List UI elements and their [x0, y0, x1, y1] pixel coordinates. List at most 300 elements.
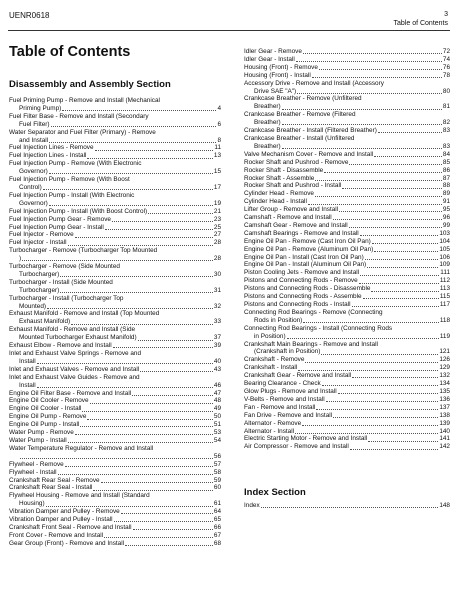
index-section-heading: Index Section	[244, 487, 306, 498]
toc-entry[interactable]	[244, 230, 450, 238]
dot-leader	[65, 466, 213, 467]
toc-entry[interactable]	[244, 167, 450, 175]
dot-leader	[71, 324, 213, 325]
toc-entry-text: Fuel Injection Pump Gear - Install	[9, 223, 104, 231]
toc-entry[interactable]	[9, 295, 221, 311]
toc-entry[interactable]	[244, 246, 450, 254]
toc-entry-text: Housing (Front) - Remove	[244, 63, 318, 71]
toc-page-number: 117	[439, 301, 450, 308]
toc-entry-text: Crankcase Breather - Install (Unfiltered	[244, 134, 355, 142]
toc-entry[interactable]	[9, 231, 221, 239]
toc-entry[interactable]	[244, 151, 450, 159]
toc-entry-text: Piston Cooling Jets - Remove and Install	[244, 269, 360, 277]
toc-entry[interactable]	[244, 80, 450, 96]
dot-leader	[282, 148, 442, 149]
toc-page-number: 59	[213, 476, 221, 484]
toc-entry-text: Connecting Rod Bearings - Install (Connecting Rods	[244, 324, 393, 332]
toc-page-number: 83	[442, 142, 450, 150]
dot-leader	[46, 506, 213, 507]
toc-page-number: 137	[439, 403, 450, 411]
toc-entry-text: Fuel Injection Pump - Remove (With Boost	[9, 176, 130, 184]
toc-entry[interactable]	[9, 342, 221, 350]
toc-page-number: 13	[213, 152, 221, 160]
toc-entry-text: Alternator - Install	[244, 427, 295, 435]
toc-entry[interactable]	[244, 238, 450, 246]
dot-leader	[319, 69, 442, 70]
toc-entry-text: Bearing Clearance - Check	[244, 380, 321, 388]
toc-page-number: 23	[213, 215, 221, 223]
toc-entry[interactable]	[244, 285, 450, 293]
toc-entry-text: Pistons and Connecting Rods - Remove	[244, 277, 358, 285]
toc-entry-text: Exhaust Manifold - Remove and Install (Side	[9, 326, 136, 334]
toc-page-number: 40	[213, 357, 221, 365]
dot-leader	[363, 298, 439, 299]
dot-leader	[338, 393, 439, 394]
dot-leader	[51, 126, 217, 127]
dot-leader	[359, 283, 439, 284]
toc-entry-text: Front Cover - Remove and Install	[9, 531, 104, 539]
dot-leader	[148, 213, 213, 214]
section-heading: Disassembly and Assembly Section	[9, 79, 171, 90]
toc-entry[interactable]	[244, 198, 450, 206]
toc-page-number: 50	[213, 413, 221, 421]
toc-entry-text: Breather)	[254, 103, 281, 111]
toc-page-number: 141	[439, 435, 450, 443]
toc-entry-text: Drive SAE "A")	[254, 87, 297, 95]
toc-entry[interactable]	[244, 443, 450, 451]
toc-page-number: 84	[442, 150, 450, 158]
toc-page-number: 72	[442, 48, 450, 55]
toc-entry-text: Water Pump - Remove	[9, 429, 74, 437]
toc-page-number: 39	[213, 342, 221, 350]
toc-page-number: 54	[213, 436, 221, 444]
toc-entry[interactable]	[9, 350, 221, 366]
dot-leader	[121, 513, 213, 514]
dot-leader	[298, 370, 438, 371]
toc-entry-text: Mounted Turbocharger Exhaust Manifold)	[19, 334, 137, 342]
toc-page-number: 76	[442, 63, 450, 71]
dot-leader	[22, 260, 213, 261]
toc-page-number: 57	[213, 460, 221, 468]
toc-entry[interactable]	[244, 261, 450, 269]
toc-entry-text: Fuel Injection Pump - Remove (With Electronic	[9, 160, 142, 168]
dot-leader	[378, 132, 442, 133]
dot-leader	[37, 387, 213, 388]
toc-entry[interactable]	[9, 516, 221, 524]
toc-page-number: 87	[442, 174, 450, 182]
toc-entry[interactable]	[9, 374, 221, 390]
toc-entry[interactable]	[244, 190, 450, 198]
dot-leader	[75, 237, 213, 238]
toc-entry[interactable]	[9, 405, 221, 413]
toc-page-number: 106	[439, 253, 450, 261]
dot-leader	[352, 306, 439, 307]
toc-entry-text: Inlet and Exhaust Valve Springs - Remove and	[9, 350, 142, 357]
toc-entry[interactable]	[244, 48, 450, 56]
dot-leader	[352, 377, 438, 378]
toc-entry[interactable]	[9, 326, 221, 342]
page-title: Table of Contents	[9, 44, 131, 60]
toc-page-number: 6	[217, 120, 221, 128]
toc-entry-text: Fuel Filter Base - Remove and Install (Secondary	[9, 112, 149, 120]
toc-page-number: 21	[213, 207, 221, 215]
toc-entry-text: Crankshaft Rear Seal - Install	[9, 484, 93, 492]
dot-leader	[132, 395, 213, 396]
toc-entry[interactable]	[9, 263, 221, 279]
dot-leader	[326, 401, 439, 402]
toc-page-number: 135	[439, 387, 450, 395]
toc-page-number: 91	[442, 198, 450, 206]
toc-entry-text: Housing (Front) - Install	[244, 71, 311, 79]
toc-entry-text: Priming Pump)	[19, 104, 62, 112]
toc-page-number: 43	[213, 365, 221, 373]
dot-leader	[303, 53, 442, 54]
toc-entry[interactable]	[9, 484, 221, 492]
toc-entry[interactable]	[244, 206, 450, 214]
toc-entry-text: Electric Starting Motor - Remove and Install	[244, 435, 368, 443]
toc-page-number: 60	[213, 484, 221, 492]
toc-entry-text: Exhaust Elbow - Remove and Install	[9, 342, 112, 350]
toc-entry[interactable]	[9, 390, 221, 398]
toc-entry[interactable]	[9, 208, 221, 216]
toc-entry[interactable]	[9, 224, 221, 232]
toc-page-number: 28	[213, 255, 221, 263]
toc-entry[interactable]	[9, 152, 221, 160]
toc-entry[interactable]	[9, 192, 221, 208]
dot-leader	[333, 219, 442, 220]
toc-entry-text: Vibration Damper and Pulley - Install	[9, 516, 113, 524]
dot-leader	[37, 363, 213, 364]
toc-entry-text: Breather)	[254, 119, 281, 127]
toc-entry-text: Rocker Shaft - Assemble	[244, 174, 315, 182]
toc-entry-text: Turbocharger - Install (Side Mounted	[9, 278, 113, 286]
toc-entry[interactable]	[9, 113, 221, 129]
toc-page-number: 49	[213, 405, 221, 413]
toc-entry-text: Install	[19, 357, 36, 365]
dot-leader	[49, 205, 213, 206]
toc-entry[interactable]	[244, 309, 450, 325]
toc-entry-text: Cylinder Head - Install	[244, 198, 307, 206]
toc-entry-text: Engine Oil Cooler - Install	[9, 405, 82, 413]
toc-entry[interactable]	[244, 64, 450, 72]
dot-leader	[75, 434, 213, 435]
dot-leader	[322, 385, 439, 386]
running-header	[394, 10, 448, 28]
toc-entry-text: Crankcase Breather - Remove (Filtered	[244, 111, 356, 119]
toc-page-number: 31	[213, 286, 221, 294]
toc-page-number: 27	[213, 231, 221, 239]
toc-entry-text: Idler Gear - Install	[244, 55, 295, 63]
toc-entry-text: Engine Oil Pan - Remove (Cast Iron Oil Pan)	[244, 237, 371, 245]
toc-page-number: 121	[439, 348, 450, 356]
toc-page-number: 134	[439, 380, 450, 388]
toc-entry-text: Install	[19, 381, 36, 389]
toc-entry[interactable]	[244, 301, 450, 309]
toc-page-number: 67	[213, 531, 221, 539]
toc-page-number: 113	[439, 285, 450, 293]
toc-entry-text: Air Compressor - Remove and Install	[244, 443, 349, 451]
toc-page-number: 111	[440, 269, 450, 277]
toc-entry[interactable]	[9, 216, 221, 224]
toc-page-number: 103	[439, 229, 450, 237]
dot-leader	[308, 204, 442, 205]
toc-page-number: 96	[442, 214, 450, 222]
dot-leader	[374, 251, 438, 252]
toc-entry-text: Water Temperature Regulator - Remove and Install	[9, 444, 154, 452]
toc-page-number: 82	[442, 119, 450, 127]
toc-page-number: 11	[214, 144, 221, 152]
toc-entry-text: Engine Oil Pump - Install	[9, 421, 80, 429]
toc-page-number: 47	[213, 389, 221, 397]
toc-entry-text: Fuel Injection Pump - Install (With Electronic	[9, 191, 135, 199]
dot-leader	[365, 259, 439, 260]
toc-entry[interactable]	[244, 277, 450, 285]
toc-entry-text: Flywheel - Remove	[9, 460, 64, 468]
toc-entry-text: Inlet and Exhaust Valve Guides - Remove and	[9, 373, 140, 381]
toc-entry[interactable]	[9, 469, 221, 477]
toc-page-number: 86	[442, 166, 450, 174]
toc-entry[interactable]	[244, 214, 450, 222]
toc-page-number: 78	[442, 71, 450, 79]
toc-page-number: 19	[213, 199, 221, 207]
toc-entry-text: Fuel Injector - Remove	[9, 231, 74, 239]
toc-entry-text: Fan - Remove and Install	[244, 403, 316, 411]
toc-entry[interactable]	[244, 372, 450, 380]
dot-leader	[282, 124, 442, 125]
toc-entry-text: Rocker Shaft and Pushrod - Install	[244, 182, 342, 190]
toc-entry[interactable]	[244, 182, 450, 190]
toc-entry-text: and Install	[19, 136, 49, 144]
toc-entry-text: Turbocharger - Install (Turbocharger Top	[9, 294, 124, 302]
toc-entry-text: Pistons and Connecting Rods - Assemble	[244, 293, 362, 301]
toc-entry[interactable]	[244, 222, 450, 230]
toc-entry[interactable]	[244, 428, 450, 436]
toc-entry-text: Inlet and Exhaust Valves - Remove and Install	[9, 365, 140, 373]
dot-leader	[374, 156, 442, 157]
toc-page-number: 148	[439, 502, 450, 509]
toc-page-number: 51	[213, 421, 221, 429]
dot-leader	[60, 292, 213, 293]
toc-entry-text: Crankshaft Gear - Remove and Install	[244, 372, 352, 380]
toc-entry-text: Rocker Shaft and Pushrod - Remove	[244, 158, 349, 166]
toc-page-number: 46	[213, 381, 221, 389]
toc-page-number: 138	[439, 411, 450, 419]
toc-page-number: 132	[439, 372, 450, 380]
toc-entry-text: Governor)	[19, 168, 48, 176]
toc-entry-text: Pistons and Connecting Rods - Install	[244, 301, 351, 308]
dot-leader	[80, 426, 213, 427]
toc-page-number: 118	[439, 316, 450, 324]
toc-entry-text: Fuel Priming Pump - Remove and Install (Mechanical	[9, 97, 160, 104]
toc-entry[interactable]	[244, 325, 450, 341]
toc-entry-text: Water Separator and Fuel Filter (Primary) - Remove	[9, 128, 156, 136]
toc-entry[interactable]	[244, 254, 450, 262]
toc-entry[interactable]	[244, 364, 450, 372]
toc-entry[interactable]	[9, 144, 221, 152]
toc-page-number: 104	[439, 237, 450, 245]
toc-entry[interactable]	[9, 97, 221, 113]
toc-entry-text: Breather)	[254, 142, 281, 150]
toc-entry[interactable]	[244, 502, 450, 510]
toc-page-number: 119	[439, 332, 450, 340]
dot-leader	[112, 221, 213, 222]
toc-entry[interactable]	[244, 111, 450, 127]
toc-entry[interactable]	[9, 437, 221, 445]
toc-page-number: 74	[442, 55, 450, 63]
toc-entry-text: Rocker Shaft - Disassemble	[244, 166, 324, 174]
toc-entry[interactable]	[244, 404, 450, 412]
dot-leader	[282, 109, 442, 110]
toc-entry[interactable]	[9, 366, 221, 374]
dot-leader	[321, 354, 438, 355]
dot-leader	[342, 188, 442, 189]
toc-entry-text: Glow Plugs - Remove and Install	[244, 387, 337, 395]
dot-leader	[68, 245, 213, 246]
toc-page-number: 81	[442, 103, 450, 111]
toc-page-number: 109	[439, 261, 450, 269]
toc-entry[interactable]	[244, 127, 450, 135]
dot-leader	[367, 267, 438, 268]
toc-entry-text: Cylinder Head - Remove	[244, 190, 314, 198]
toc-entry[interactable]	[244, 135, 450, 151]
dot-leader	[371, 291, 438, 292]
toc-entry-text: Crankshaft Main Bearings - Remove and Install	[244, 340, 378, 348]
toc-entry-text: (Crankshaft in Position)	[254, 348, 321, 356]
dot-leader	[43, 189, 213, 190]
toc-entry[interactable]	[9, 279, 221, 295]
toc-page-number: 28	[213, 239, 221, 247]
toc-entry[interactable]	[9, 508, 221, 516]
dot-leader	[87, 158, 212, 159]
toc-entry-text: Valve Mechanism Cover - Remove and Install	[244, 150, 374, 158]
toc-entry[interactable]	[244, 95, 450, 111]
dot-leader	[60, 276, 213, 277]
toc-entry-text: Control)	[19, 183, 42, 191]
toc-entry[interactable]	[9, 310, 221, 326]
dot-leader	[295, 433, 438, 434]
dot-leader	[315, 196, 442, 197]
toc-entry[interactable]	[9, 492, 221, 508]
toc-entry-text: Exhaust Manifold - Remove and Install (Top Mounted	[9, 310, 160, 318]
toc-page-number: 83	[442, 127, 450, 135]
toc-entry-text: Turbocharger)	[19, 270, 60, 278]
toc-entry[interactable]	[244, 388, 450, 396]
toc-page-number: 129	[439, 364, 450, 372]
toc-page-number: 30	[213, 270, 221, 278]
toc-entry-text: Rods in Position)	[254, 316, 303, 324]
toc-entry-text: Pistons and Connecting Rods - Disassemble	[244, 285, 371, 293]
toc-entry[interactable]	[244, 420, 450, 428]
toc-entry[interactable]	[244, 380, 450, 388]
toc-entry[interactable]	[9, 413, 221, 421]
dot-leader	[47, 308, 213, 309]
toc-page-number: 139	[439, 419, 450, 427]
toc-entry[interactable]	[244, 175, 450, 183]
toc-entry[interactable]	[244, 56, 450, 64]
dot-leader	[87, 419, 212, 420]
toc-entry-text: Turbocharger - Remove (Turbocharger Top Mounted	[9, 247, 158, 255]
dot-leader	[360, 275, 439, 276]
toc-entry[interactable]	[9, 397, 221, 405]
toc-entry[interactable]	[9, 239, 221, 247]
dot-leader	[360, 235, 439, 236]
toc-entry[interactable]	[244, 72, 450, 80]
toc-page-number: 64	[213, 508, 221, 516]
toc-entry[interactable]	[9, 129, 221, 145]
dot-leader	[101, 482, 213, 483]
dot-leader	[105, 229, 213, 230]
dot-leader	[58, 474, 213, 475]
toc-entry-text: Flywheel Housing - Remove and Install (Standard	[9, 492, 150, 500]
toc-entry[interactable]	[244, 159, 450, 167]
toc-entry-text: Crankcase Breather - Remove (Unfiltered	[244, 95, 362, 103]
dot-leader	[95, 150, 214, 151]
dot-leader	[350, 449, 439, 450]
toc-entry-text: Alternator - Remove	[244, 419, 302, 427]
toc-entry[interactable]	[244, 412, 450, 420]
toc-entry-text: Fuel Injection Lines - Remove	[9, 144, 94, 152]
toc-entry[interactable]	[9, 421, 221, 429]
toc-page-number: 115	[439, 293, 450, 301]
toc-page-number: 80	[442, 87, 450, 95]
toc-page-number: 88	[442, 182, 450, 190]
toc-entry-text: Turbocharger)	[19, 286, 60, 294]
toc-entry[interactable]	[9, 176, 221, 192]
toc-entry[interactable]	[9, 247, 221, 263]
toc-entry[interactable]	[9, 524, 221, 532]
toc-entry-text: Crankshaft - Install	[244, 364, 298, 372]
toc-entry[interactable]	[9, 160, 221, 176]
toc-entry-text: Engine Oil Pan - Install (Cast Iron Oil Pan)	[244, 253, 364, 261]
toc-entry-text: Fuel Filter)	[19, 120, 50, 128]
toc-page-number: 48	[213, 397, 221, 405]
toc-entry[interactable]	[244, 435, 450, 443]
toc-entry[interactable]	[9, 429, 221, 437]
dot-leader	[303, 322, 439, 323]
running-title: Table of Contents	[393, 20, 448, 27]
toc-entry[interactable]	[9, 445, 221, 461]
toc-entry-text: Crankcase Breather - Install (Filtered Breather)	[244, 127, 377, 135]
dot-leader	[20, 458, 213, 459]
toc-page-number: 4	[217, 104, 221, 112]
toc-entry-text: Turbocharger - Remove (Side Mounted	[9, 263, 120, 271]
toc-entry-text: Engine Oil Pump - Remove	[9, 413, 87, 421]
toc-entry[interactable]	[244, 341, 450, 357]
dot-leader	[62, 110, 216, 111]
toc-entry-text: V-Belts - Remove and Install	[244, 395, 325, 403]
dot-leader	[104, 537, 213, 538]
dot-leader	[82, 411, 212, 412]
toc-entry-text: Lifter Group - Remove and Install	[244, 206, 339, 214]
toc-entry-text: Camshaft Gear - Remove and Install	[244, 221, 348, 229]
toc-entry-text: Fuel Injection Pump Gear - Remove	[9, 215, 111, 223]
toc-entry[interactable]	[9, 461, 221, 469]
toc-entry[interactable]	[9, 532, 221, 540]
toc-entry[interactable]	[9, 540, 221, 548]
toc-page-number: 56	[213, 452, 221, 460]
toc-entry-text: Vibration Damper and Pulley - Remove	[9, 508, 120, 516]
toc-entry[interactable]	[244, 269, 450, 277]
toc-entry-text: Housing)	[19, 500, 45, 508]
toc-entry-text: Crankshaft Rear Seal - Remove	[9, 476, 100, 484]
toc-entry[interactable]	[244, 356, 450, 364]
toc-entry[interactable]	[9, 477, 221, 485]
toc-entry-text: )	[19, 255, 22, 263]
toc-page-number: 37	[213, 334, 221, 342]
page-number: 3	[444, 11, 448, 18]
toc-entry[interactable]	[244, 396, 450, 404]
toc-entry[interactable]	[244, 293, 450, 301]
